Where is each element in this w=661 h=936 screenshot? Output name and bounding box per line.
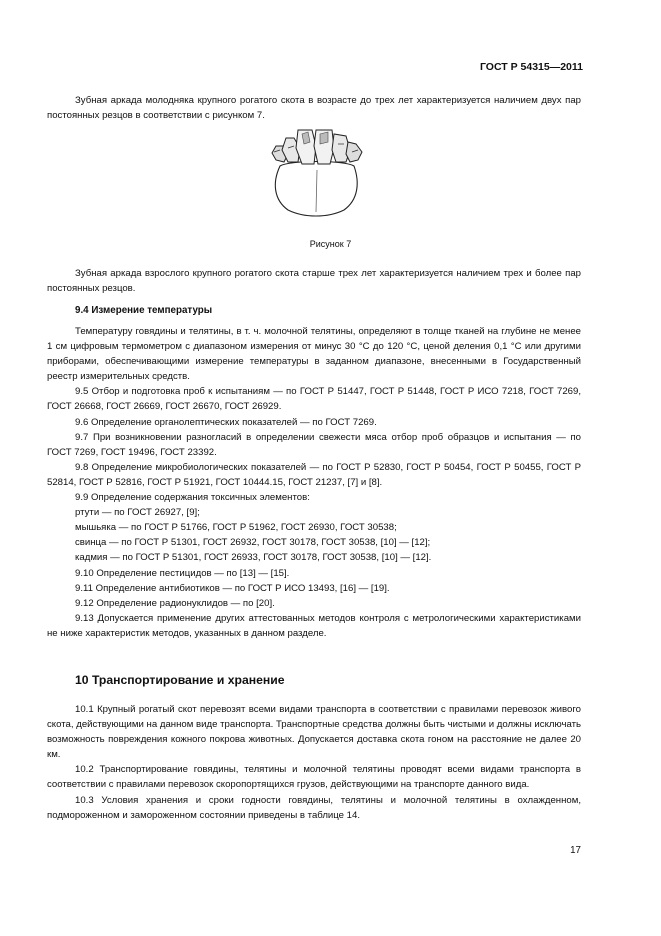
- adult-paragraph: Зубная аркада взрослого крупного рогатого скота старше трех лет характеризуется наличием трех и более пар постоянных резцов.: [47, 268, 581, 295]
- paragraph: 9.12 Определение радионуклидов — по [20].: [75, 597, 275, 609]
- page-number: 17: [570, 845, 581, 856]
- figure-caption: Рисунок 7: [309, 239, 352, 249]
- section-10-heading: 10 Транспортирование и хранение: [75, 673, 285, 687]
- list-item: свинца — по ГОСТ Р 51301, ГОСТ 26932, ГОСТ 30178, ГОСТ 30538, [10] — [12];: [75, 537, 431, 549]
- list-item: ртути — по ГОСТ 26927, [9];: [75, 507, 200, 519]
- section-10-body: [47, 702, 581, 823]
- intro-paragraph: Зубная аркада молодняка крупного рогатого скота в возрасте до трех лет характеризуется наличием двух пар постоянных резцов в соответствии с рисунком 7.: [47, 95, 581, 122]
- paragraph: 9.6 Определение органолептических показателей — по ГОСТ 7269.: [75, 416, 377, 428]
- paragraph: 10.1 Крупный рогатый скот перевозят всеми видами транспорта в соответствии с правилами перевозок живого скота, действующими на данном виде транспорта. Транспортные средства должны быть чистыми и должны исключать возможность повреждения кожного покрова животных. Допускается доставка скота гоном на расстояние не далее 20 км.: [47, 704, 581, 761]
- list-item: мышьяка — по ГОСТ Р 51766, ГОСТ Р 51962, ГОСТ 26930, ГОСТ 30538;: [75, 522, 397, 534]
- paragraph: 9.13 Допускается применение других аттестованных методов контроля с метрологическими характеристиками не ниже характеристик методов, указанных в данном разделе.: [47, 612, 581, 639]
- section-9-body: [47, 324, 581, 641]
- paragraph: 9.8 Определение микробиологических показателей — по ГОСТ Р 52830, ГОСТ Р 50454, ГОСТ Р 50455, ГОСТ Р 52814, ГОСТ Р 52816, ГОСТ Р 51921, ГОСТ 10444.15, ГОСТ 21237, [7] и [8].: [47, 461, 581, 488]
- section-9-4-heading: 9.4 Измерение температуры: [75, 305, 213, 316]
- paragraph: Температуру говядины и телятины, в т. ч. молочной телятины, определяют в толще тканей на глубине не менее 1 см цифровым термометром с диапазоном измерения от минус 30 °С до 120 °С, ценой деления 0,1 °С или другими приборами, обеспечивающими измерение температуры в заданном диапазоне, внесенными в Государственный реестр измерительных средств.: [47, 326, 581, 383]
- document-id: ГОСТ Р 54315—2011: [479, 61, 583, 73]
- paragraph: 9.5 Отбор и подготовка проб к испытаниям — по ГОСТ Р 51447, ГОСТ Р 51448, ГОСТ Р ИСО 7218, ГОСТ 7269, ГОСТ 26668, ГОСТ 26669, ГОСТ 26670, ГОСТ 26929.: [47, 386, 581, 413]
- paragraph: 9.11 Определение антибиотиков — по ГОСТ Р ИСО 13493, [16] — [19].: [75, 582, 390, 594]
- paragraph: 9.9 Определение содержания токсичных элементов:: [75, 492, 310, 504]
- teeth-illustration: [262, 108, 372, 218]
- paragraph: 9.10 Определение пестицидов — по [13] — [15].: [75, 567, 290, 579]
- paragraph: 9.7 При возникновении разногласий в определении свежести мяса отбор проб образцов и испытания — по ГОСТ 7269, ГОСТ 19496, ГОСТ 23392.: [47, 431, 581, 458]
- figure-7-dental-arcade: [262, 108, 372, 223]
- list-item: кадмия — по ГОСТ Р 51301, ГОСТ 26933, ГОСТ 30178, ГОСТ 30538, [10] — [12].: [75, 552, 432, 564]
- paragraph: 10.3 Условия хранения и сроки годности говядины, телятины и молочной телятины в охлажденном, подмороженном и замороженном состоянии приведены в таблице 14.: [47, 794, 581, 821]
- paragraph: 10.2 Транспортирование говядины, телятины и молочной телятины проводят всеми видами транспорта в соответствии с правилами перевозок скоропортящихся грузов, действующими на транспорте данного вида.: [47, 764, 581, 791]
